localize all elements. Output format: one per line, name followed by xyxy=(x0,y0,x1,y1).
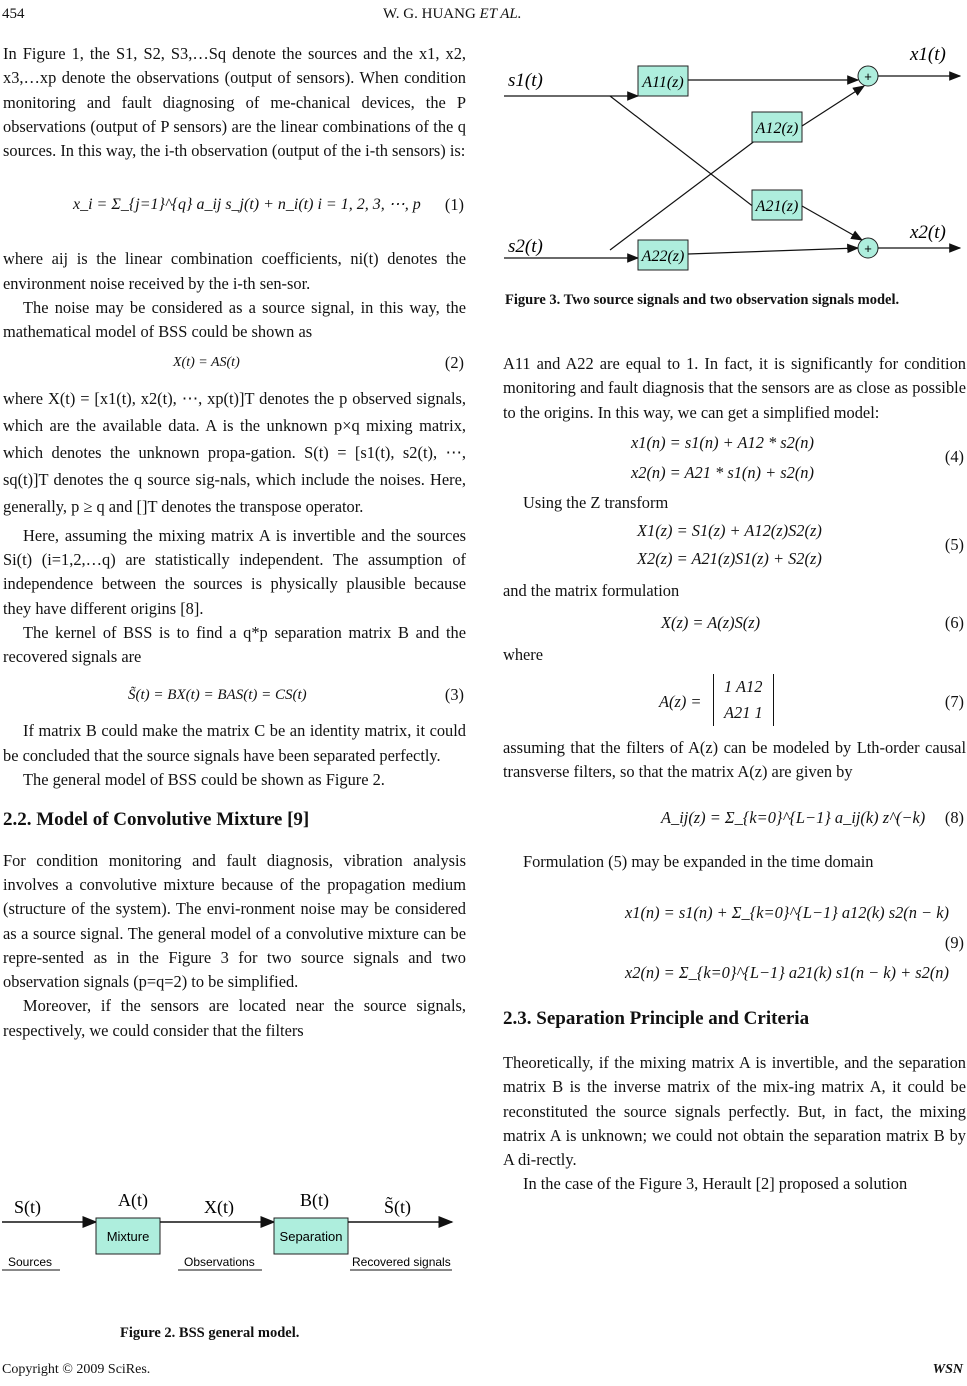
equation-1: x_i = Σ_{j=1}^{q} a_ij s_j(t) + n_i(t) i = 1, 2, 3, ⋯, p (1) xyxy=(73,195,464,215)
source-signal-label: S(t) xyxy=(14,1197,41,1217)
paragraph: assuming that the filters of A(z) can be modeled by Lth-order causal transverse filters, so that the matrix A(z) are given by xyxy=(503,737,966,782)
matrix: 1 A12 A21 1 xyxy=(713,674,774,726)
cross-line xyxy=(610,96,768,218)
sources-text: Sources xyxy=(8,1255,53,1269)
mixture-text: Mixture xyxy=(106,1229,150,1244)
paragraph: where aij is the linear combination coefficients, ni(t) denotes the environment noise received by the i-th sen-sor. xyxy=(3,249,466,293)
recovered-signals-text: Recovered signals xyxy=(352,1255,451,1269)
figure-3-diagram xyxy=(500,40,965,280)
s2-label: s2(t) xyxy=(508,236,543,257)
footer-copyright: Copyright © 2009 SciRes. xyxy=(2,1362,151,1377)
paragraph: A11 and A22 are equal to 1. In fact, it is significantly for condition monitoring and fault diagnosis that the sensors are as close as possible to the origins. In this way, we can get a simplified model: xyxy=(503,354,966,422)
svg-text:A21(z): A21(z) xyxy=(755,198,799,215)
equation-3: S̃(t) = BX(t) = BAS(t) = CS(t) (3) xyxy=(128,685,464,705)
svg-text:A12(z): A12(z) xyxy=(755,120,799,137)
separation-text: Separation xyxy=(279,1229,343,1244)
paragraph: Moreover, if the sensors are located near the source signals, respectively, we could consider that the filters xyxy=(3,996,466,1040)
paragraph: The kernel of BSS is to find a q*p separation matrix B and the recovered signals are xyxy=(3,622,466,667)
svg-text:+: + xyxy=(864,241,872,256)
figure-3-caption: Figure 3. Two source signals and two observation signals model. xyxy=(505,292,900,308)
figure-2-diagram xyxy=(0,1180,470,1295)
paragraph: In Figure 1, the S1, S2, S3,…Sq denote the sources and the x1, x2, x3,…xp denote the observations (output of sensors). When condition monitoring and fault diagnosing of me-chanical devices, the P observations (output of P sensors) are the linear combinations of the q sources. In this way, the i-th observation (output of the i-th sensors) is: xyxy=(3,44,466,161)
footer-journal: WSN xyxy=(932,1362,963,1377)
arrow xyxy=(802,86,864,126)
arrow xyxy=(688,248,858,254)
mixing-label: A(t) xyxy=(118,1190,148,1210)
page-number: 454 xyxy=(2,6,25,22)
x2-label: x2(t) xyxy=(910,222,946,243)
recovered-signal-label: S̃(t) xyxy=(384,1197,411,1217)
equation-9: x1(n) = s1(n) + Σ_{k=0}^{L−1} a12(k) s2(n − k) x2(n) = Σ_{k=0}^{L−1} a21(k) s1(n − k) + s2(n) (9) xyxy=(625,902,964,982)
figure-2-caption: Figure 2. BSS general model. xyxy=(120,1325,300,1341)
paragraph: The general model of BSS could be shown as Figure 2. xyxy=(23,770,385,790)
observation-label: X(t) xyxy=(204,1197,234,1217)
equation-8: A_ij(z) = Σ_{k=0}^{L−1} a_ij(k) z^(−k) (8) xyxy=(661,808,964,828)
running-header xyxy=(383,6,522,23)
paragraph: Using the Z transform xyxy=(523,492,669,512)
paragraph: In the case of the Figure 3, Herault [2] proposed a solution xyxy=(523,1174,908,1194)
cross-line xyxy=(610,140,756,250)
observations-text: Observations xyxy=(184,1255,255,1269)
paragraph: Here, assuming the mixing matrix A is invertible and the sources Si(t) (i=1,2,…q) are statistically independent. The assumption of independence between the sources is physically plausible because they have different origins [8]. xyxy=(3,525,466,618)
paragraph: where xyxy=(503,645,544,665)
svg-text:+: + xyxy=(864,69,872,84)
paragraph: If matrix B could make the matrix C be an identity matrix, it could be concluded that the source signals have been separated perfectly. xyxy=(3,721,466,765)
paragraph: For condition monitoring and fault diagnosis, vibration analysis involves a convolutive mixture because of the propagation medium (structure of the system). The envi-ronment noise may be considered as a source signal. The general model of a convolutive mixture can be repre-sented as in the Figure 3 for two source signals and two observation signals (p=q=2) to be simplified. xyxy=(3,850,466,992)
x1-label: x1(t) xyxy=(910,44,946,65)
paragraph: and the matrix formulation xyxy=(503,581,680,601)
left-column xyxy=(3,42,466,1043)
paragraph: where X(t) = [x1(t), x2(t), ⋯, xp(t)]T denotes the p observed signals, which are the available data. A is the unknown p×q mixing matrix, which denotes the unknown propa-gation. S(t) = [s1(t), s2(t), ⋯, sq(t)]T denotes the q source sig-nals, which include the noises. Here, generally, p ≥ q and []T denotes the transpose operator. xyxy=(3,388,466,516)
equation-7: A(z) = 1 A12 A21 1 (7) xyxy=(503,668,966,736)
equation-6: X(z) = A(z)S(z) (6) xyxy=(661,613,964,633)
s1-label: s1(t) xyxy=(508,70,543,91)
header-authors: W. G. HUANG xyxy=(383,6,476,22)
equation-5: X1(z) = S1(z) + A12(z)S2(z) X2(z) = A21(z)S1(z) + S2(z) (5) xyxy=(637,521,964,569)
header-et-al: ET AL. xyxy=(479,6,522,22)
equation-4: x1(n) = s1(n) + A12 * s2(n) x2(n) = A21 * s1(n) + s2(n) (4) xyxy=(631,432,964,482)
paragraph: Formulation (5) may be expanded in the time domain xyxy=(523,852,874,872)
paragraph: Theoretically, if the mixing matrix A is invertible, and the separation matrix B is the inverse matrix of the mix-ing matrix A, it could be reconstituted the source signals perfectly. But, in fact, the mixing matrix A is unknown; we could not obtain the separation matrix B by A di-rectly. xyxy=(503,1052,966,1170)
separation-label: B(t) xyxy=(300,1190,329,1210)
svg-text:A22(z): A22(z) xyxy=(641,248,685,265)
right-column xyxy=(503,352,966,1197)
section-heading: 2.3. Separation Principle and Criteria xyxy=(503,1007,810,1029)
section-heading: 2.2. Model of Convolutive Mixture [9] xyxy=(3,809,310,831)
paragraph: The noise may be considered as a source signal, in this way, the mathematical model of BSS could be shown as xyxy=(3,298,466,342)
arrow xyxy=(802,206,862,240)
equation-2: X(t) = AS(t) (2) xyxy=(173,352,464,372)
svg-text:A11(z): A11(z) xyxy=(642,74,684,91)
